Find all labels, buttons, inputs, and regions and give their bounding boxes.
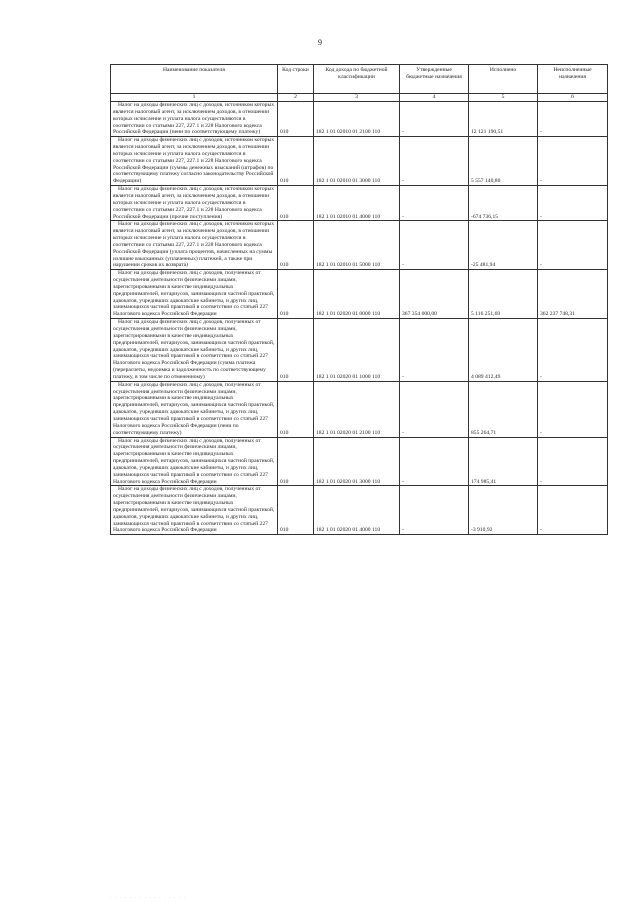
unexecuted-value: - <box>538 486 608 535</box>
column-number: 6 <box>538 94 608 102</box>
indicator-name: Налог на доходы физических лиц с доходов, полученных от осуществления деятельности физическими лицами, зарегистрированными в качестве индивидуальных предпринимателей, нотариусов, занимающихся частной практикой, адвокатов, учредивших адвокатские кабинеты, и других лиц, занимающихся частной практикой в соответствии со статьей 227 Налогового кодекса Российской Федерации (сумма платежа (перерасчеты, недоимка и задолженность по соответствующему платежу, в том числе по отмененному) <box>111 319 278 382</box>
executed-value: 174 985,41 <box>469 437 538 486</box>
column-number: 4 <box>400 94 469 102</box>
income-code: 182 1 01 02020 01 1000 110 <box>314 319 400 382</box>
executed-value: 5 116 251,69 <box>469 270 538 319</box>
approved-value: - <box>400 102 469 137</box>
approved-value: - <box>400 186 469 221</box>
line-code: 010 <box>278 137 314 186</box>
unexecuted-value: - <box>538 186 608 221</box>
executed-value: 4 089 412,49 <box>469 319 538 382</box>
indicator-name: Налог на доходы физических лиц с доходов, источником которых является налоговый агент, за исключением доходов, в отношении которых исчисление и уплата налога осуществляются в соответствии со статьями 227, 227.1 и 228 Налогового кодекса Российской Федерации (прочие поступления) <box>111 186 278 221</box>
income-code: 182 1 01 02010 01 3000 110 <box>314 137 400 186</box>
line-code: 010 <box>278 319 314 382</box>
table-row <box>111 486 608 535</box>
header-approved: Утвержденные бюджетные назначения <box>400 65 469 94</box>
table-row <box>111 319 608 382</box>
line-code: 010 <box>278 437 314 486</box>
income-code: 182 1 01 02010 01 5000 110 <box>314 221 400 270</box>
header-indicator-name: Наименование показателя <box>111 65 278 94</box>
approved-value: - <box>400 319 469 382</box>
table-row <box>111 221 608 270</box>
income-code: 182 1 01 02020 01 2100 110 <box>314 381 400 437</box>
table-row <box>111 186 608 221</box>
column-number: 5 <box>469 94 538 102</box>
line-code: 010 <box>278 381 314 437</box>
executed-value: -674 736,15 <box>469 186 538 221</box>
line-code: 010 <box>278 221 314 270</box>
approved-value: - <box>400 437 469 486</box>
unexecuted-value: - <box>538 437 608 486</box>
table-row <box>111 437 608 486</box>
table-row <box>111 102 608 137</box>
unexecuted-value: 362 237 748,31 <box>538 270 608 319</box>
executed-value: -25 481,94 <box>469 221 538 270</box>
indicator-name: Налог на доходы физических лиц с доходов, источником которых является налоговый агент, за исключением доходов, в отношении которых исчисление и уплата налога осуществляются в соответствии со статьями 227, 227.1 и 228 Налогового кодекса Российской Федерации (суммы денежных взысканий (штрафов) по соответствующему платежу согласно законодательству Российской Федерации) <box>111 137 278 186</box>
line-code: 010 <box>278 270 314 319</box>
approved-value: 367 354 000,00 <box>400 270 469 319</box>
budget-report-table <box>110 64 608 535</box>
unexecuted-value: - <box>538 102 608 137</box>
executed-value: 12 121 190,51 <box>469 102 538 137</box>
income-code: 182 1 01 02020 01 3000 110 <box>314 437 400 486</box>
header-unexecuted: Неисполненные назначения <box>538 65 608 94</box>
income-code: 182 1 01 02010 01 4000 110 <box>314 186 400 221</box>
header-line-code: Код строки <box>278 65 314 94</box>
unexecuted-value: - <box>538 137 608 186</box>
indicator-name: Налог на доходы физических лиц с доходов, полученных от осуществления деятельности физическими лицами, зарегистрированными в качестве индивидуальных предпринимателей, нотариусов, занимающихся частной практикой, адвокатов, учредивших адвокатские кабинеты, и других лиц, занимающихся частной практикой в соответствии со статьей 227 Налогового кодекса Российской Федерации <box>111 437 278 486</box>
approved-value: - <box>400 486 469 535</box>
approved-value: - <box>400 137 469 186</box>
indicator-name: Налог на доходы физических лиц с доходов, полученных от осуществления деятельности физическими лицами, зарегистрированными в качестве индивидуальных предпринимателей, нотариусов, занимающихся частной практикой, адвокатов, учредивших адвокатские кабинеты, и других лиц, занимающихся частной практикой в соответствии со статьей 227 Налогового кодекса Российской Федерации <box>111 270 278 319</box>
indicator-name: Налог на доходы физических лиц с доходов, источником которых является налоговый агент, за исключением доходов, в отношении которых исчисление и уплата налога осуществляются в соответствии со статьями 227, 227.1 и 228 Налогового кодекса Российской Федерации (пени по соответствующему платежу) <box>111 102 278 137</box>
executed-value: 5 557 140,80 <box>469 137 538 186</box>
column-number: 2 <box>278 94 314 102</box>
executed-value: -3 910,92 <box>469 486 538 535</box>
unexecuted-value: - <box>538 319 608 382</box>
executed-value: 855 264,71 <box>469 381 538 437</box>
table-header-row <box>111 65 608 94</box>
column-number: 1 <box>111 94 278 102</box>
approved-value: - <box>400 221 469 270</box>
approved-value: - <box>400 381 469 437</box>
income-code: 182 1 01 02010 01 2100 110 <box>314 102 400 137</box>
table-row <box>111 137 608 186</box>
indicator-name: Налог на доходы физических лиц с доходов, полученных от осуществления деятельности физическими лицами, зарегистрированными в качестве индивидуальных предпринимателей, нотариусов, занимающихся частной практикой, адвокатов, учредивших адвокатские кабинеты, и других лиц, занимающихся частной практикой в соответствии со статьей 227 Налогового кодекса Российской Федерации (пени по соответствующему платежу) <box>111 381 278 437</box>
column-number-row <box>111 94 608 102</box>
column-number: 3 <box>314 94 400 102</box>
indicator-name: Налог на доходы физических лиц с доходов, полученных от осуществления деятельности физическими лицами, зарегистрированными в качестве индивидуальных предпринимателей, нотариусов, занимающихся частной практикой, адвокатов, учредивших адвокатские кабинеты, и других лиц, занимающихся частной практикой в соответствии со статьей 227 Налогового кодекса Российской Федерации <box>111 486 278 535</box>
indicator-name: Налог на доходы физических лиц с доходов, источником которых является налоговый агент, за исключением доходов, в отношении которых исчисление и уплата налога осуществляются в соответствии со статьями 227, 227.1 и 228 Налогового кодекса Российской Федерации (уплата процентов, начисленных на суммы излишне взысканных (уплаченных) платежей, а также при нарушении сроков их возврата) <box>111 221 278 270</box>
header-income-code: Код дохода по бюджетной классификации <box>314 65 400 94</box>
scan-footer-marks: · · · · · · · · · · · · · · · · <box>110 896 187 901</box>
income-code: 182 1 01 02020 01 0000 110 <box>314 270 400 319</box>
income-code: 182 1 01 02020 01 4000 110 <box>314 486 400 535</box>
line-code: 010 <box>278 486 314 535</box>
line-code: 010 <box>278 102 314 137</box>
unexecuted-value: - <box>538 381 608 437</box>
table-row <box>111 270 608 319</box>
table-row <box>111 381 608 437</box>
unexecuted-value: - <box>538 221 608 270</box>
header-executed: Исполнено <box>469 65 538 94</box>
page-number: 9 <box>318 38 322 47</box>
line-code: 010 <box>278 186 314 221</box>
